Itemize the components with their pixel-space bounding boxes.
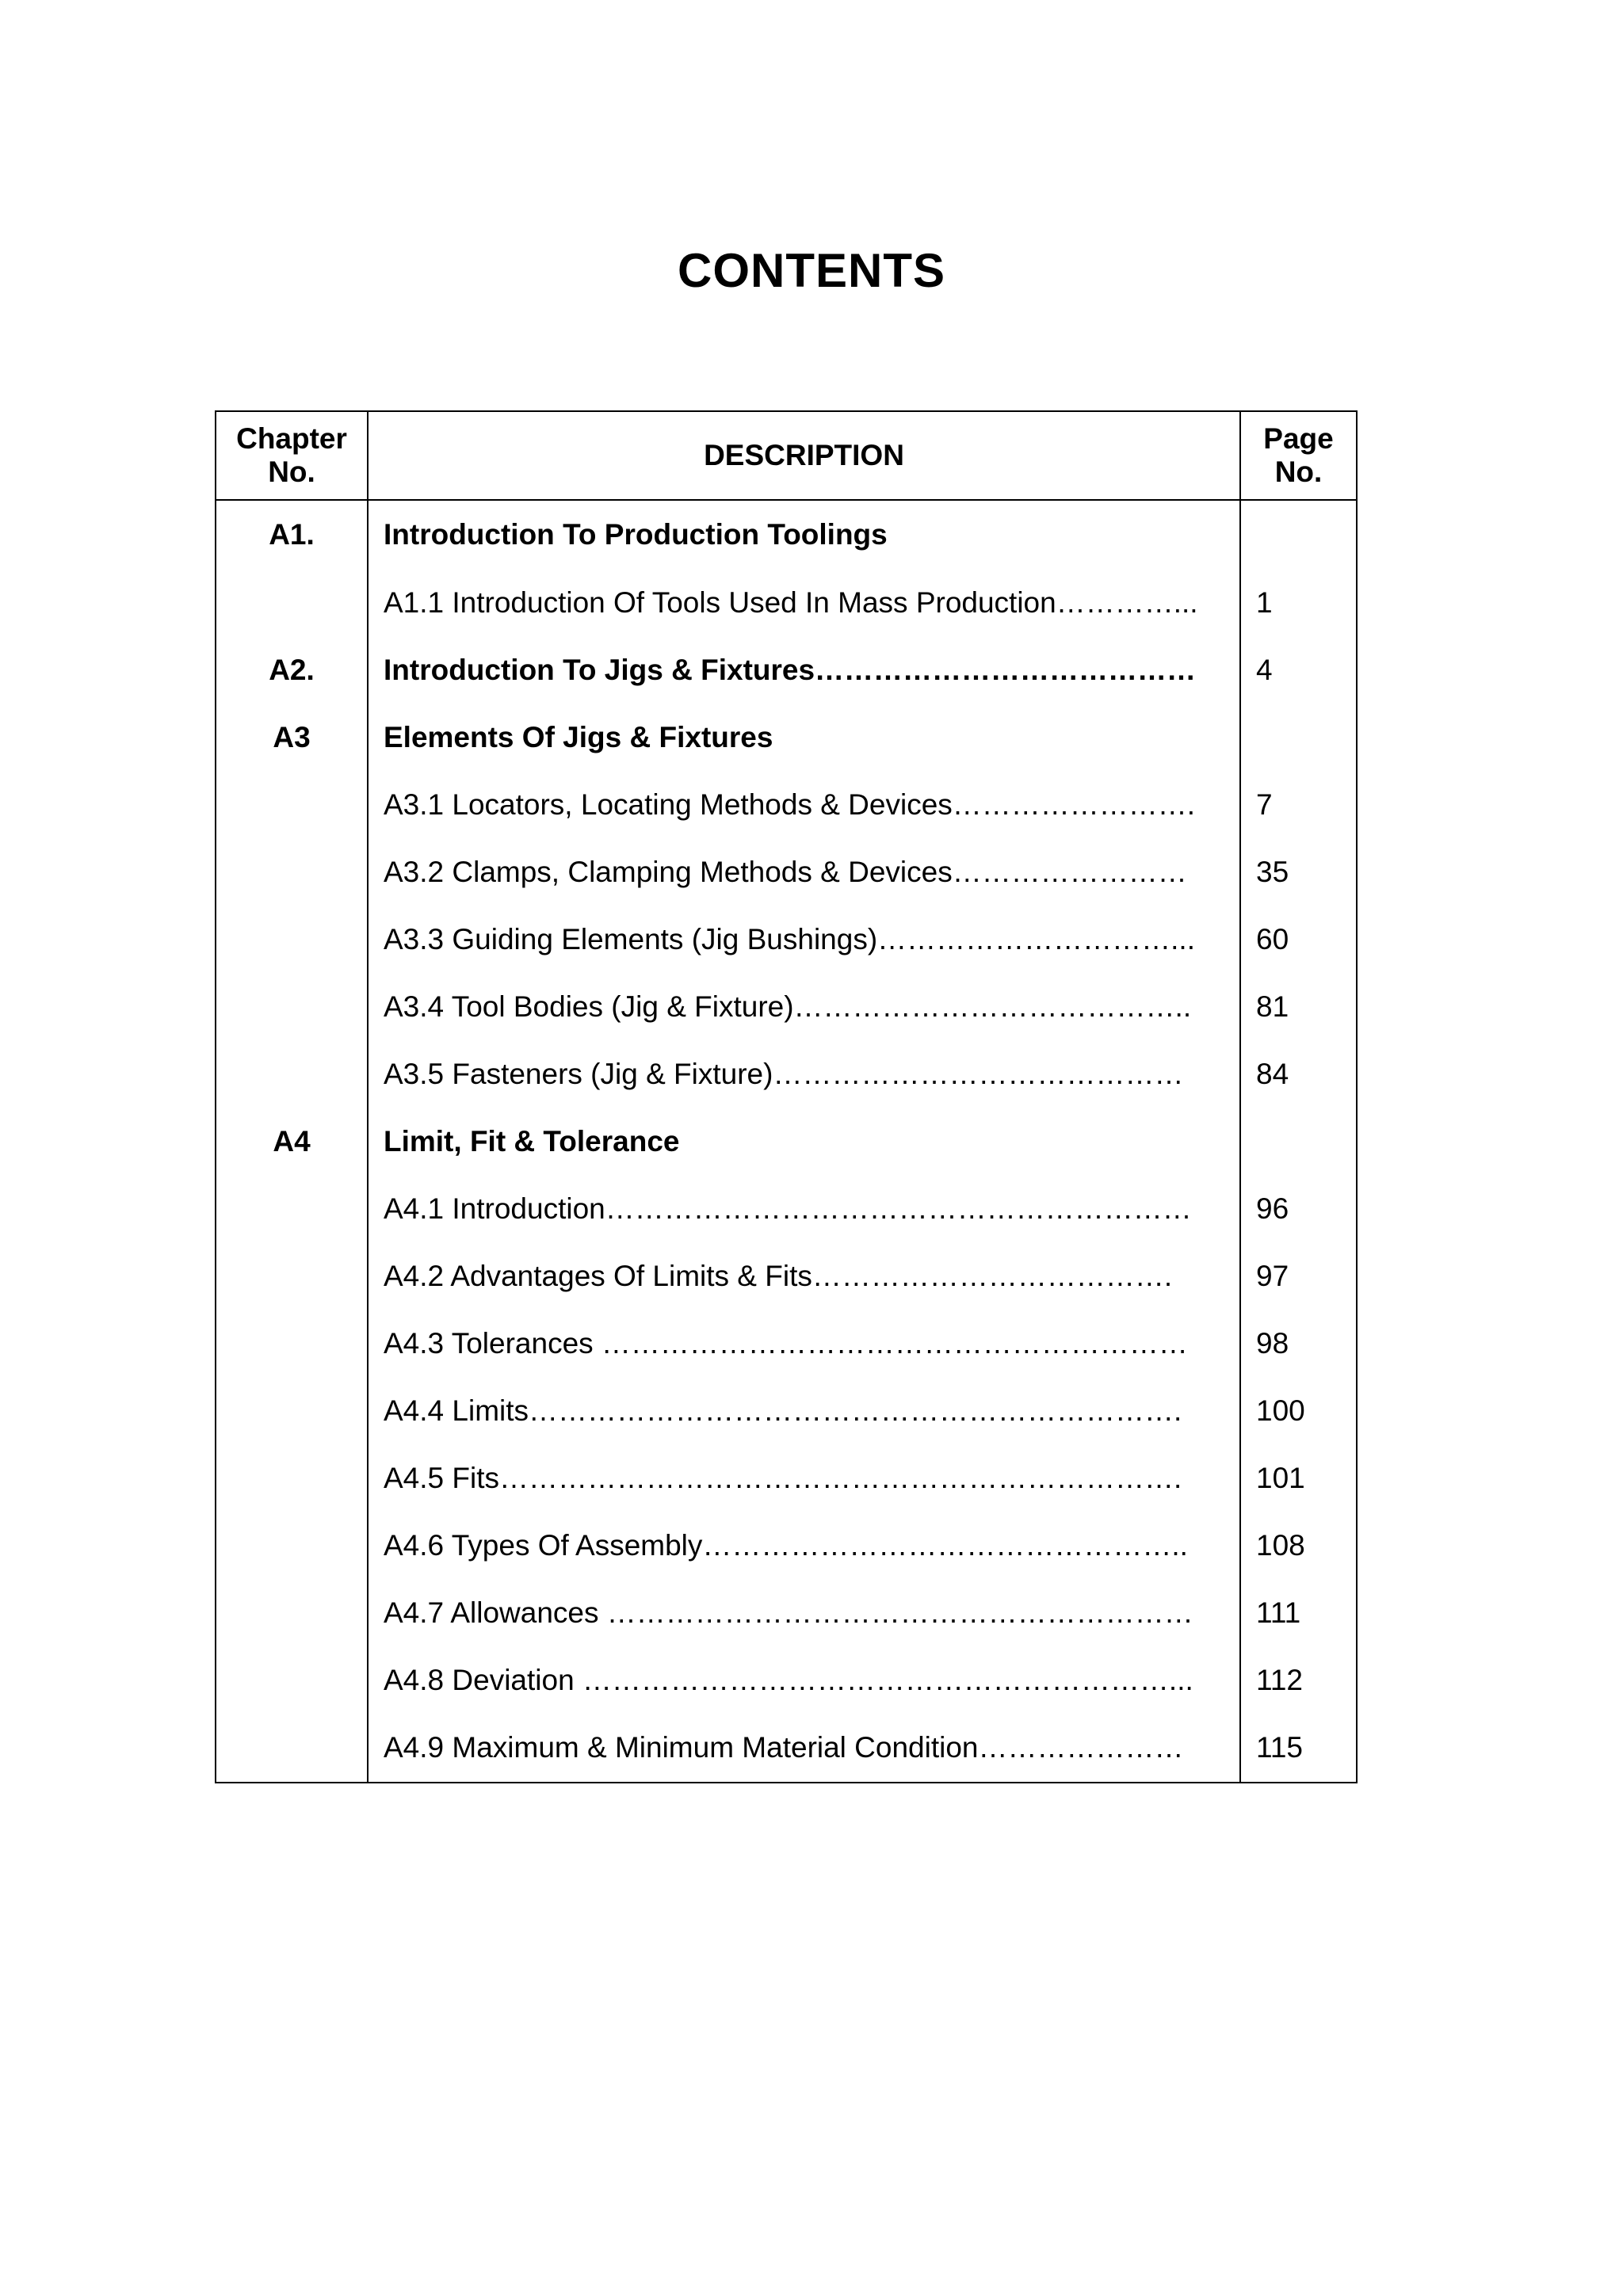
chapter-number: [216, 1646, 368, 1714]
header-page-line2: No.: [1274, 456, 1323, 488]
page-number: 97: [1240, 1242, 1357, 1310]
table-row: [216, 704, 1357, 771]
chapter-number: A3: [216, 704, 368, 771]
chapter-number: [216, 1310, 368, 1377]
chapter-title: Limit, Fit & Tolerance: [368, 1108, 1240, 1175]
section-entry: A4.1 Introduction……………………………………………………: [368, 1175, 1240, 1242]
chapter-number: [216, 1579, 368, 1646]
page-number: 60: [1240, 906, 1357, 973]
section-entry: A4.5 Fits…………………………………………………………….: [368, 1444, 1240, 1512]
chapter-number: A1.: [216, 500, 368, 569]
table-row: [216, 771, 1357, 838]
table-row: [216, 1377, 1357, 1444]
page-number: 111: [1240, 1579, 1357, 1646]
section-entry: A4.8 Deviation ……………………………………………………...: [368, 1646, 1240, 1714]
chapter-number: [216, 973, 368, 1040]
page-title: CONTENTS: [678, 244, 945, 297]
chapter-number: [216, 1242, 368, 1310]
table-row: [216, 636, 1357, 704]
header-page-no: [1240, 411, 1357, 500]
section-entry: A4.7 Allowances ……………………………………………………: [368, 1579, 1240, 1646]
table-row: [216, 1512, 1357, 1579]
table-row: [216, 1646, 1357, 1714]
chapter-number: [216, 569, 368, 636]
chapter-number: [216, 771, 368, 838]
chapter-number: [216, 1512, 368, 1579]
contents-table-body: [216, 500, 1357, 1783]
section-entry: A3.4 Tool Bodies (Jig & Fixture)…………………………………..: [368, 973, 1240, 1040]
chapter-number: [216, 1714, 368, 1783]
header-chapter-line2: No.: [268, 456, 315, 488]
section-entry: A1.1 Introduction Of Tools Used In Mass Production…………...: [368, 569, 1240, 636]
chapter-number: [216, 906, 368, 973]
page-number: [1240, 500, 1357, 569]
table-header-row: [216, 411, 1357, 500]
page-number: 84: [1240, 1040, 1357, 1108]
table-row: [216, 1714, 1357, 1783]
table-row: [216, 569, 1357, 636]
chapter-number: [216, 1444, 368, 1512]
chapter-title: Introduction To Production Toolings: [368, 500, 1240, 569]
page-number: [1240, 1108, 1357, 1175]
contents-table: [215, 410, 1358, 1783]
table-row: [216, 1444, 1357, 1512]
section-entry: A4.9 Maximum & Minimum Material Condition…………………: [368, 1714, 1240, 1783]
page-number: 4: [1240, 636, 1357, 704]
section-entry: A3.5 Fasteners (Jig & Fixture)……………………………………: [368, 1040, 1240, 1108]
page-number: 112: [1240, 1646, 1357, 1714]
section-entry: A4.2 Advantages Of Limits & Fits……………………………….: [368, 1242, 1240, 1310]
section-entry: A4.4 Limits………………………………………………………….: [368, 1377, 1240, 1444]
header-chapter-no: [216, 411, 368, 500]
chapter-number: [216, 838, 368, 906]
section-entry: A3.1 Locators, Locating Methods & Devices…………………….: [368, 771, 1240, 838]
chapter-number: [216, 1040, 368, 1108]
page-number: 98: [1240, 1310, 1357, 1377]
table-row: [216, 1310, 1357, 1377]
table-row: [216, 838, 1357, 906]
table-row: [216, 1242, 1357, 1310]
chapter-title: Introduction To Jigs & Fixtures…………………………………: [368, 636, 1240, 704]
table-row: [216, 1579, 1357, 1646]
page-number: 115: [1240, 1714, 1357, 1783]
chapter-number: A4: [216, 1108, 368, 1175]
table-row: [216, 973, 1357, 1040]
section-entry: A3.3 Guiding Elements (Jig Bushings)…………………………...: [368, 906, 1240, 973]
chapter-number: [216, 1175, 368, 1242]
page-number: 101: [1240, 1444, 1357, 1512]
table-row: [216, 1175, 1357, 1242]
chapter-number: A2.: [216, 636, 368, 704]
page-number: 100: [1240, 1377, 1357, 1444]
page-number: 1: [1240, 569, 1357, 636]
table-row: [216, 500, 1357, 569]
page-number: 108: [1240, 1512, 1357, 1579]
table-row: [216, 906, 1357, 973]
chapter-number: [216, 1377, 368, 1444]
page-number: [1240, 704, 1357, 771]
page-number: 81: [1240, 973, 1357, 1040]
table-row: [216, 1040, 1357, 1108]
section-entry: A4.6 Types Of Assembly…………………………………………..: [368, 1512, 1240, 1579]
header-chapter-line1: Chapter: [236, 422, 347, 455]
section-entry: A4.3 Tolerances ……………………………………………………: [368, 1310, 1240, 1377]
page-number: 7: [1240, 771, 1357, 838]
chapter-title: Elements Of Jigs & Fixtures: [368, 704, 1240, 771]
header-page-line1: Page: [1263, 422, 1334, 455]
header-description: DESCRIPTION: [368, 411, 1240, 500]
section-entry: A3.2 Clamps, Clamping Methods & Devices……………………: [368, 838, 1240, 906]
page-number: 35: [1240, 838, 1357, 906]
page-number: 96: [1240, 1175, 1357, 1242]
table-row: [216, 1108, 1357, 1175]
